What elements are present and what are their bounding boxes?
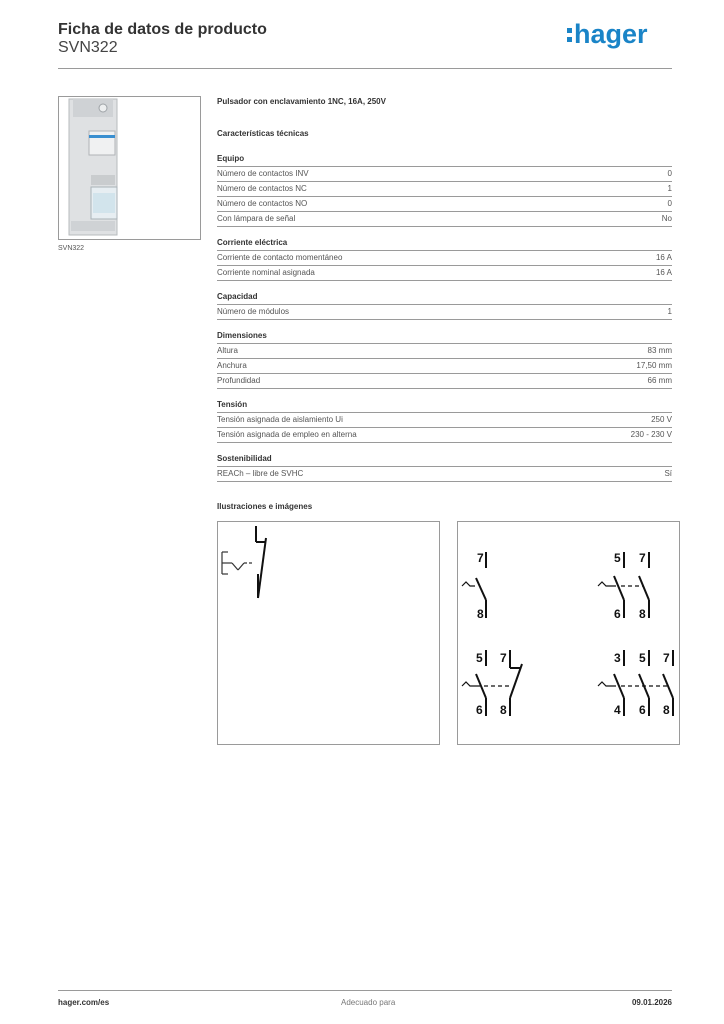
spec-row <box>217 197 672 212</box>
section-sostenibilidad <box>217 452 672 482</box>
photo-caption: SVN322 <box>58 245 85 252</box>
spec-value: 0 <box>667 169 672 178</box>
spec-row <box>217 374 672 389</box>
spec-label: Anchura <box>217 361 247 370</box>
spec-row <box>217 212 672 227</box>
header-divider <box>58 68 672 69</box>
spec-row <box>217 413 672 428</box>
section-dimensiones <box>217 329 672 389</box>
section-title: Equipo <box>217 152 672 167</box>
spec-label: Número de contactos NC <box>217 184 307 193</box>
tech-characteristics-title: Características técnicas <box>217 129 309 138</box>
section-title: Dimensiones <box>217 329 672 344</box>
section-capacidad <box>217 290 672 320</box>
footer-website: hager.com/es <box>58 998 110 1007</box>
section-corriente <box>217 236 672 281</box>
spec-value: 16 A <box>655 253 672 262</box>
spec-label: Profundidad <box>217 376 261 385</box>
terminal-label: 5 <box>614 551 621 565</box>
spec-value: 83 mm <box>647 346 672 355</box>
spec-value: 66 mm <box>647 376 672 385</box>
pushbutton-symbol <box>217 521 440 745</box>
page-title: Ficha de datos de producto <box>58 21 267 38</box>
spec-label: Tensión asignada de aislamiento Ui <box>217 415 343 424</box>
section-title: Capacidad <box>217 290 672 305</box>
spec-value: No <box>661 214 672 223</box>
logo-dot-top <box>567 28 572 33</box>
spec-row <box>217 182 672 197</box>
section-equipo <box>217 152 672 227</box>
terminal-label: 8 <box>477 607 484 621</box>
spec-value: 17,50 mm <box>636 361 672 370</box>
illustrations-title: Ilustraciones e imágenes <box>217 502 313 511</box>
terminal-label: 8 <box>663 703 670 717</box>
spec-row <box>217 428 672 443</box>
spec-row <box>217 305 672 320</box>
section-title: Corriente eléctrica <box>217 236 672 251</box>
nc-contact-symbol <box>256 526 266 598</box>
spec-label: REACh – libre de SVHC <box>217 469 304 478</box>
spec-label: Tensión asignada de empleo en alterna <box>217 430 357 439</box>
specs <box>217 96 672 491</box>
terminal-label: 5 <box>476 651 483 665</box>
terminal-label: 5 <box>639 651 646 665</box>
spec-row <box>217 266 672 281</box>
terminal-label: 6 <box>614 607 621 621</box>
footer-date: 09.01.2026 <box>631 998 672 1007</box>
contact-variants-diagram <box>457 521 680 745</box>
section-tension <box>217 398 672 443</box>
logo-text: hager <box>574 19 648 49</box>
terminal-label: 8 <box>500 703 507 717</box>
spec-value: 16 A <box>655 268 672 277</box>
spec-label: Número de módulos <box>217 307 290 316</box>
spec-value: 250 V <box>651 415 672 424</box>
terminal-label: 7 <box>477 551 484 565</box>
spec-row <box>217 467 672 482</box>
terminal-label: 6 <box>476 703 483 717</box>
terminal-label: 8 <box>639 607 646 621</box>
hager-logo <box>566 16 658 50</box>
product-title: Pulsador con enclavamiento 1NC, 16A, 250V <box>217 97 386 106</box>
terminal-label: 7 <box>500 651 507 665</box>
footer-suitable-for: Adecuado para <box>341 998 396 1007</box>
spec-row <box>217 344 672 359</box>
contact-no-nc <box>462 650 522 716</box>
spec-label: Número de contactos NO <box>217 199 308 208</box>
contact-no-triple <box>598 650 673 716</box>
section-title: Tensión <box>217 398 672 413</box>
product-photo <box>58 96 201 240</box>
logo-dot-bottom <box>567 37 572 42</box>
spec-label: Altura <box>217 346 238 355</box>
terminal-label: 3 <box>614 651 621 665</box>
terminal-label: 4 <box>614 703 621 717</box>
spec-row <box>217 167 672 182</box>
spec-label: Corriente nominal asignada <box>217 268 315 277</box>
spec-row <box>217 359 672 374</box>
terminal-label: 7 <box>663 651 670 665</box>
spec-value: Sí <box>664 469 672 478</box>
spec-value: 1 <box>667 307 672 316</box>
terminal-label: 6 <box>639 703 646 717</box>
footer-divider <box>58 990 672 991</box>
product-code: SVN322 <box>58 39 118 56</box>
spec-value: 1 <box>667 184 672 193</box>
spec-label: Número de contactos INV <box>217 169 309 178</box>
spec-value: 230 - 230 V <box>630 430 672 439</box>
spec-label: Corriente de contacto momentáneo <box>217 253 343 262</box>
pushbutton-actuator <box>222 552 254 574</box>
spec-label: Con lámpara de señal <box>217 214 296 223</box>
section-title: Sostenibilidad <box>217 452 672 467</box>
spec-row <box>217 251 672 266</box>
spec-value: 0 <box>667 199 672 208</box>
terminal-label: 7 <box>639 551 646 565</box>
